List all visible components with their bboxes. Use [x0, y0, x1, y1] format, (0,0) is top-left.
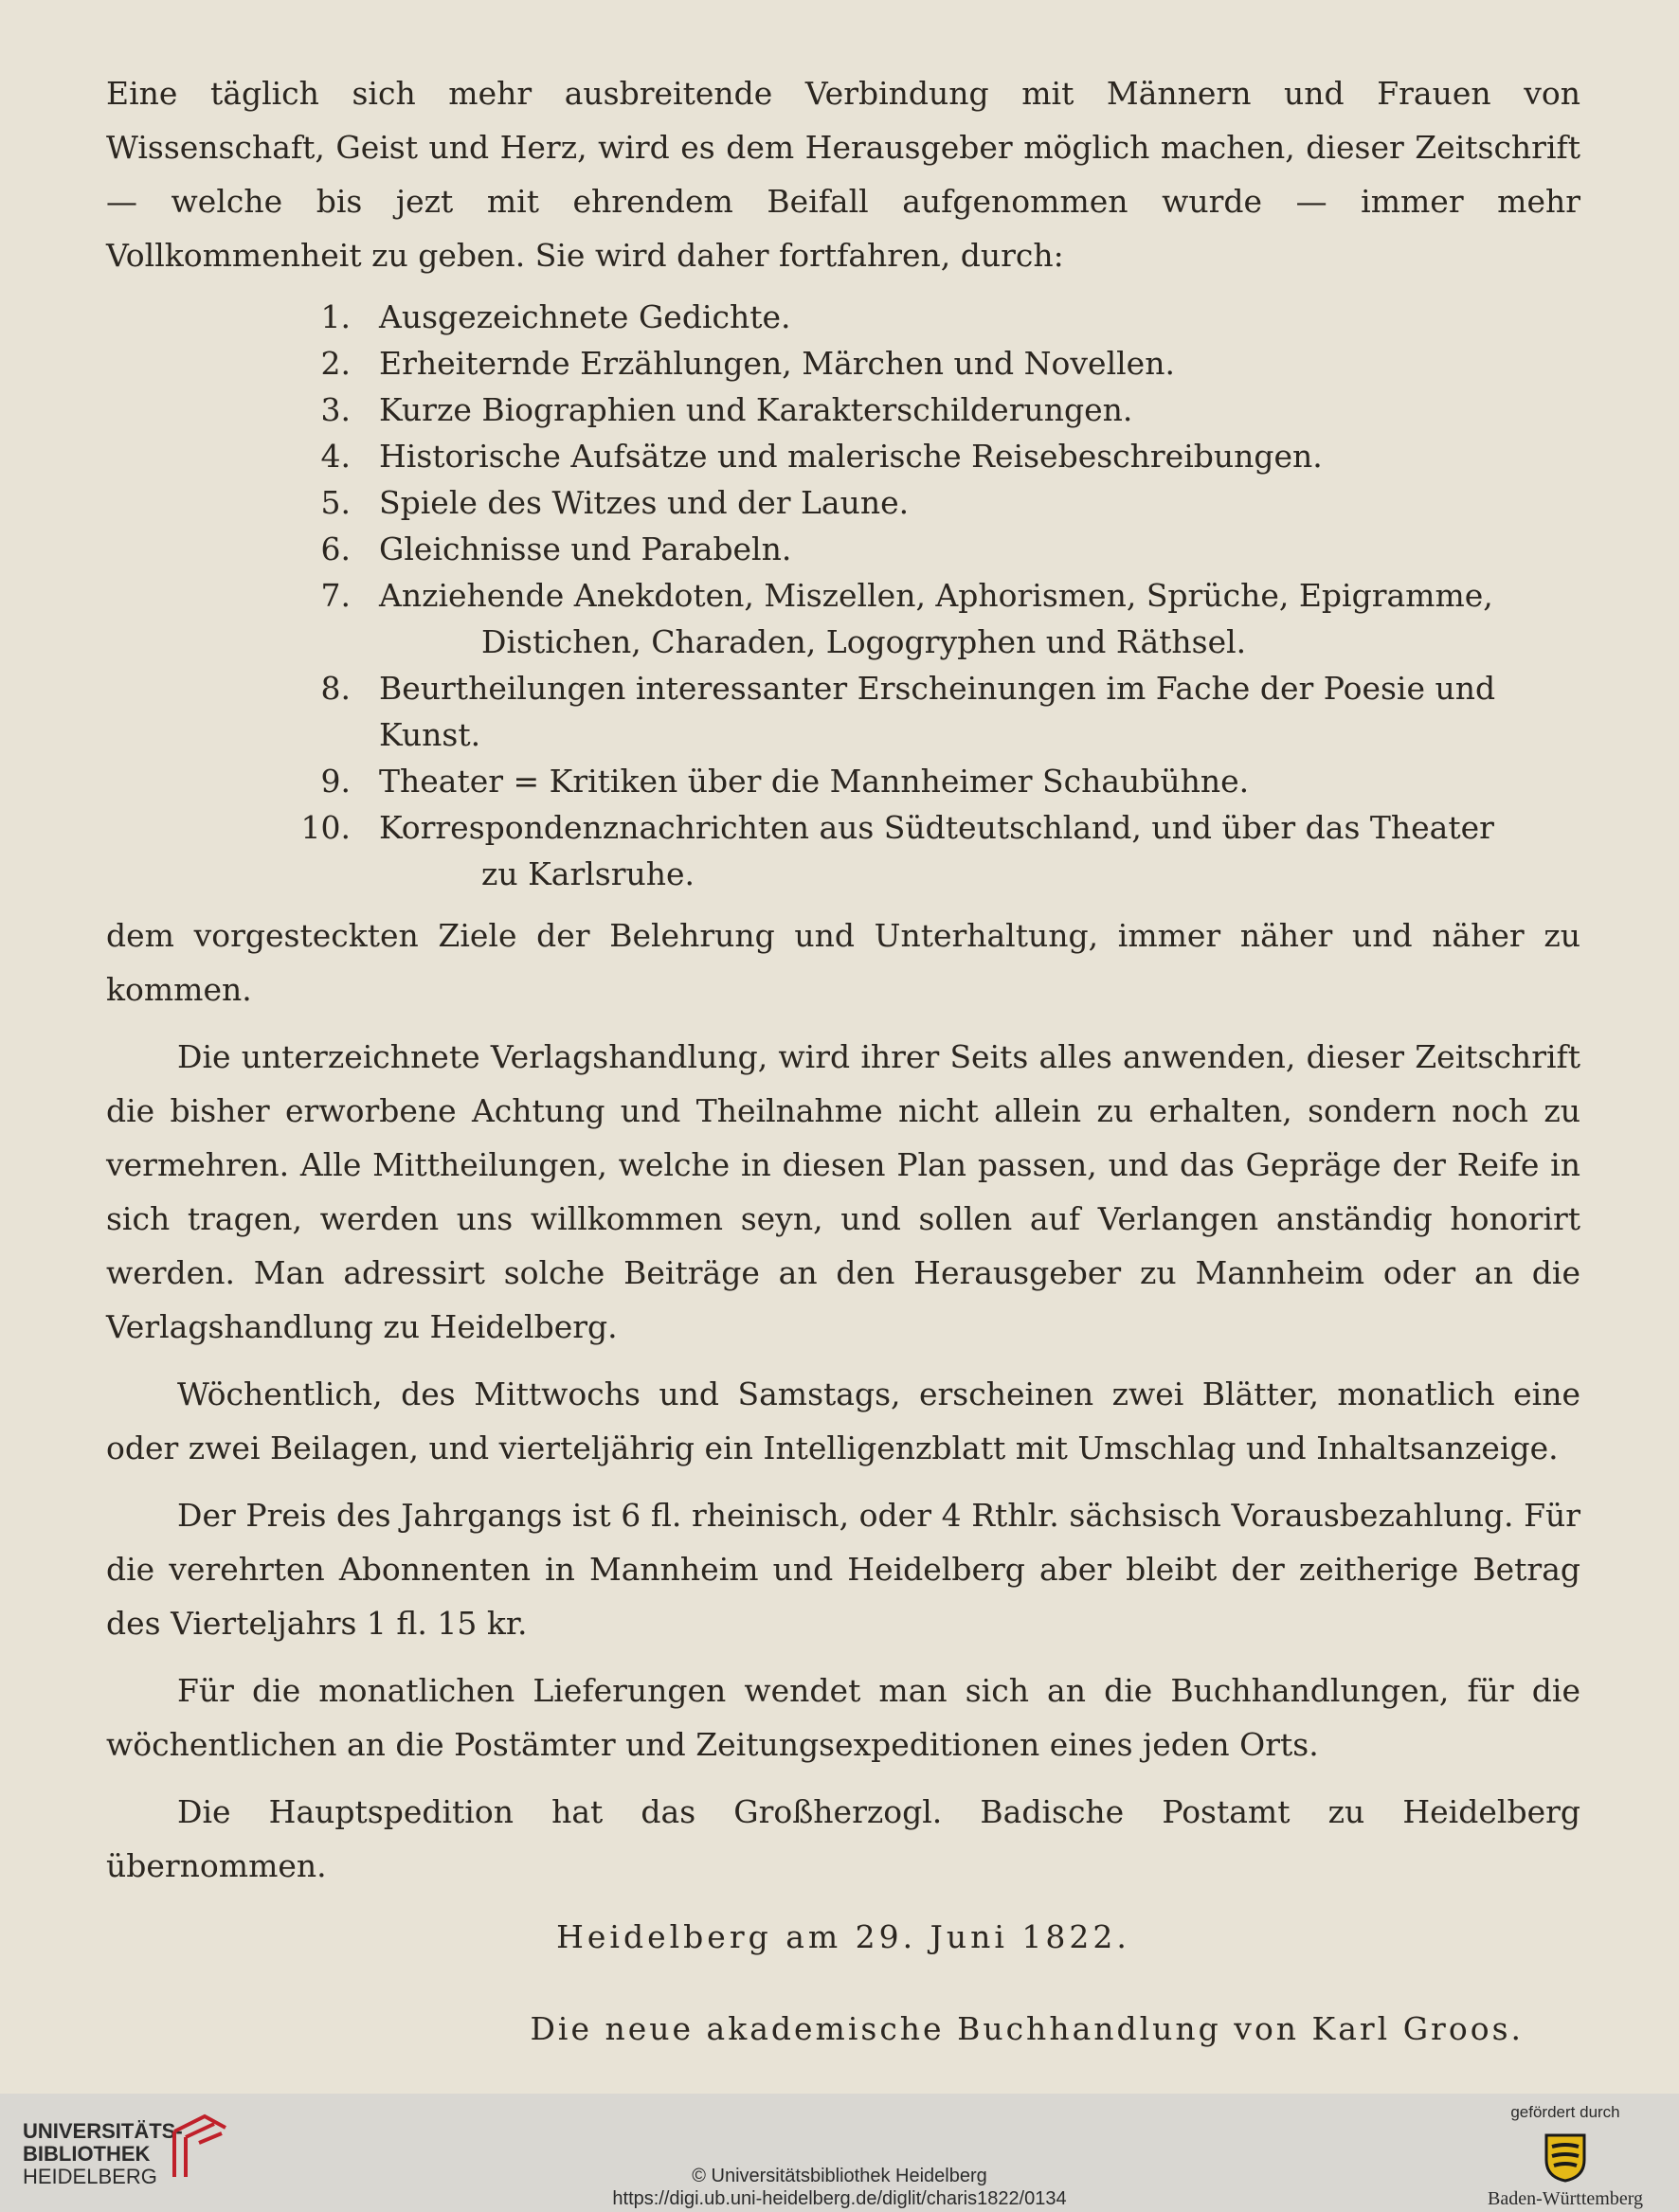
list-item-number: 9. [320, 763, 351, 800]
expedition-paragraph: Die Hauptspedition hat das Großherzogl. Badische Postamt zu Heidelberg übernommen. [106, 1793, 1580, 1884]
list-item-text: Korrespondenznachrichten aus Südteutschland, und über das Theater [379, 809, 1494, 846]
list-item [106, 804, 1580, 897]
list-item-number: 7. [320, 577, 351, 614]
list-item-number: 5. [320, 484, 351, 521]
schedule-paragraph: Wöchentlich, des Mittwochs und Samstags, erscheinen zwei Blätter, monatlich eine oder zwei Beilagen, und vierteljährig ein Intelligenzblatt mit Umschlag und Inhaltsanzeige. [106, 1376, 1580, 1466]
list-item-number: 8. [320, 670, 351, 707]
list-item-number: 4. [320, 438, 351, 475]
list-item-continuation: Distichen, Charaden, Logogryphen und Räthsel. [481, 623, 1247, 660]
list-item-text: Historische Aufsätze und malerische Reisebeschreibungen. [379, 438, 1323, 475]
list-item [106, 572, 1580, 665]
intro-paragraph: Eine täglich sich mehr ausbreitende Verbindung mit Männern und Frauen von Wissenschaft, Geist und Herz, wird es dem Herausgeber möglich machen, dieser Zeitschrift — welche bis jezt mit ehrendem Beifall aufgenommen wurde — immer mehr Vollkommenheit zu geben. Sie wird daher fortfahren, durch: [106, 75, 1580, 274]
signature: Die neue akademische Buchhandlung von Karl Groos. [530, 2010, 1524, 2047]
copyright-text: © Universitätsbibliothek Heidelberg [692, 2166, 987, 2186]
list-item-continuation: zu Karlsruhe. [481, 855, 695, 892]
delivery-paragraph: Für die monatlichen Lieferungen wendet man sich an die Buchhandlungen, für die wöchentlichen an die Postämter und Zeitungsexpeditionen eines jeden Orts. [106, 1672, 1580, 1763]
list-item [106, 340, 1580, 387]
ub-line-2: BIBLIOTHEK [23, 2142, 151, 2166]
list-item [106, 479, 1580, 526]
ub-line-3: HEIDELBERG [23, 2165, 157, 2188]
permalink[interactable]: https://digi.ub.uni-heidelberg.de/diglit/charis1822/0134 [612, 2188, 1067, 2209]
list-item-text: Theater = Kritiken über die Mannheimer Schaubühne. [379, 763, 1250, 800]
list-item-number: 6. [320, 531, 351, 567]
list-item-number: 3. [320, 391, 351, 428]
dateline: Heidelberg am 29. Juni 1822. [556, 1918, 1130, 1955]
copyright-block [0, 2165, 1679, 2210]
list-item-text: Ausgezeichnete Gedichte. [379, 298, 791, 335]
list-item [106, 526, 1580, 572]
list-item-number: 1. [320, 298, 351, 335]
sponsor-block[interactable] [1480, 2103, 1651, 2210]
list-item [106, 758, 1580, 804]
list-item-text: Erheiternde Erzählungen, Märchen und Novellen. [379, 345, 1175, 382]
document-body [106, 66, 1580, 2056]
sponsor-name: Baden-Württemberg [1487, 2188, 1643, 2209]
list-item [106, 387, 1580, 433]
list-item-text: Gleichnisse und Parabeln. [379, 531, 792, 567]
list-item-text: Spiele des Witzes und der Laune. [379, 484, 910, 521]
list-item-text: Kurze Biographien und Karakterschilderungen. [379, 391, 1133, 428]
list-item [106, 433, 1580, 479]
list-item-number: 10. [300, 809, 351, 846]
ub-line-1: UNIVERSITÄTS- [23, 2119, 183, 2143]
price-paragraph: Der Preis des Jahrgangs ist 6 fl. rheinisch, oder 4 Rthlr. sächsisch Vorausbezahlung. Für die verehrten Abonnenten in Mannheim und Heidelberg aber bleibt der zeitherige Betrag des Vierteljahrs 1 fl. 15 kr. [106, 1497, 1580, 1642]
sponsor-label: gefördert durch [1510, 2103, 1620, 2121]
list-item [106, 665, 1580, 758]
list-item-number: 2. [320, 345, 351, 382]
list-item-text: Anziehende Anekdoten, Miszellen, Aphorismen, Sprüche, Epigramme, [379, 577, 1493, 614]
publisher-paragraph: Die unterzeichnete Verlagshandlung, wird ihrer Seits alles anwenden, dieser Zeitschrift die bisher erworbene Achtung und Theilnahme nicht allein zu erhalten, sondern noch zu vermehren. Alle Mittheilungen, welche in diesen Plan passen, und das Gepräge der Reife in sich tragen, werden uns willkommen seyn, und sollen auf Verlangen anständig honorirt werden. Man adressirt solche Beiträge an den Herausgeber zu Mannheim oder an die Verlagshandlung zu Heidelberg. [106, 1038, 1580, 1345]
content-list [106, 294, 1580, 897]
list-item-text: Beurtheilungen interessanter Erscheinungen im Fache der Poesie und Kunst. [379, 670, 1496, 753]
list-item [106, 294, 1580, 340]
after-list-paragraph: dem vorgesteckten Ziele der Belehrung und Unterhaltung, immer näher und näher zu kommen. [106, 917, 1580, 1008]
baden-wuerttemberg-crest-icon [1537, 2128, 1594, 2185]
